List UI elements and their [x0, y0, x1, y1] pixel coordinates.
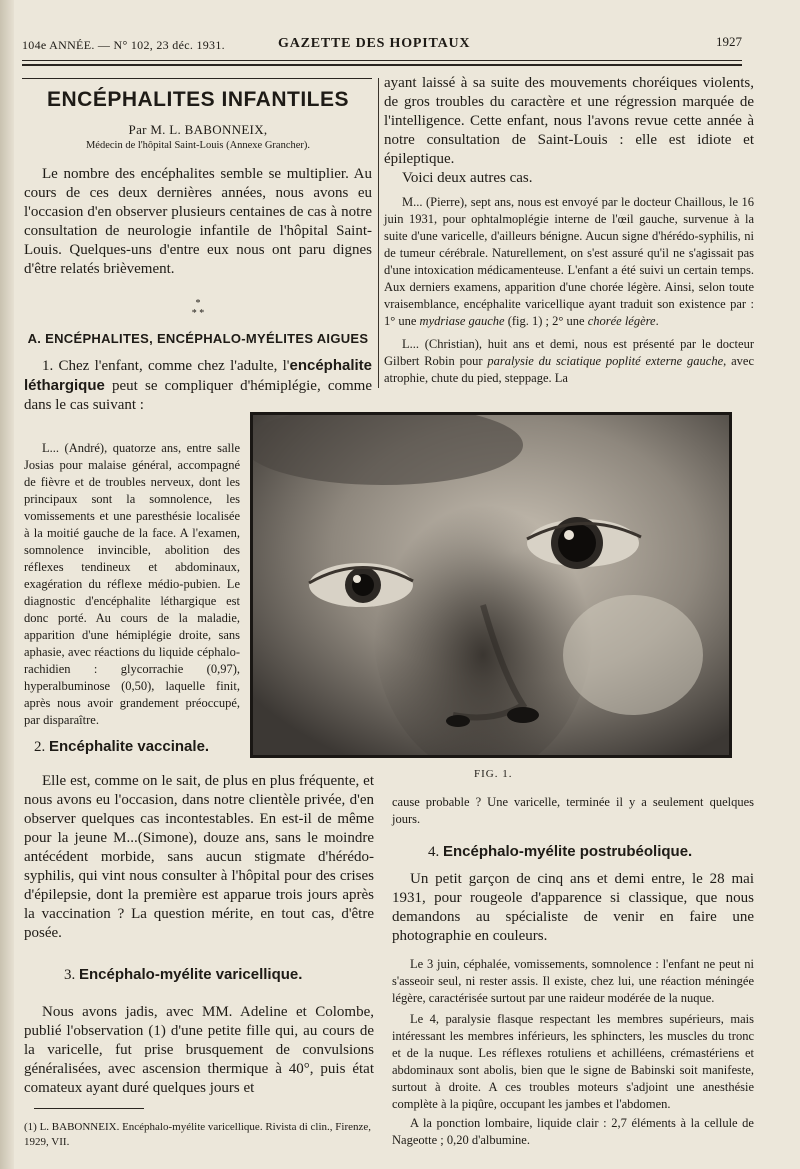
child-face-image [253, 415, 729, 755]
author-affiliation: Médecin de l'hôpital Saint-Louis (Annexe Grancher). [85, 140, 311, 151]
column-divider [378, 78, 379, 388]
page-spine-shadow [0, 0, 14, 1169]
subsection-4-heading [392, 842, 754, 862]
figure-1-caption: FIG. 1. [474, 768, 513, 780]
title-rule [22, 78, 372, 79]
case-christian [384, 336, 754, 387]
paragraph-5: Le 3 juin, céphalée, vomissements, somnolence : l'enfant ne peut ni s'asseoir seul, ni rester assis. Il existe, chez lui, une réaction méningée légère, caractérisée surtout par une raideur modérée de la nuque. [392, 957, 754, 1005]
right-two-cases: Voici deux autres cas. [402, 170, 533, 186]
case-pierre-text-b: (fig. 1) ; 2° une [504, 314, 588, 328]
lower-right-column [392, 794, 754, 1149]
subsection-2-number: 2. [34, 739, 46, 755]
paragraph-4: Un petit garçon de cinq ans et demi entre, le 28 mai 1931, pour rougeole d'apparence si classique, que nous demandons au spécialiste de venir en faire une photographie en couleurs. [392, 871, 754, 944]
right-column [384, 74, 754, 387]
paragraph-1-number: 1. [42, 358, 54, 374]
footnote-1: (1) L. BABONNEIX. Encéphalo-myélite varicellique. Rivista di clin., Firenze, 1929, VII. [24, 1121, 372, 1148]
case-christian-text-b: , avec atrophie, chute du pied, steppage. La [384, 354, 754, 385]
case-andre-column [24, 440, 240, 757]
subsection-3-heading [24, 965, 374, 985]
paragraph-1 [24, 356, 372, 415]
section-a-heading: A. ENCÉPHALITES, ENCÉPHALO-MYÉLITES AIGUES [27, 331, 369, 346]
paragraph-6: Le 4, paralysie flasque respectant les membres supérieurs, mais intéressant les membres inférieurs, les sphincters, les muscles du tronc et de la nuque. Les réflexes rotuliens et achilléens, crémastériens et abdominaux sont abolis, bien que le signe de Babinski soit manifeste, surtout à droite. A ces troubles moteurs s'adjoint une anesthésie complète à la piqûre, occupant les jambes et l'abdomen. [392, 1012, 754, 1111]
case-christian-text-a: L... (Christian), huit ans et demi, nous est présenté par le docteur Gilbert Robin pour [384, 337, 754, 368]
separator-star: * [195, 298, 201, 309]
left-column [24, 80, 372, 415]
footnote-rule [34, 1108, 144, 1109]
case-pierre-em-1: mydriase gauche [419, 314, 505, 328]
case-pierre-em-2: chorée légère [587, 314, 656, 328]
case-christian-em: paralysie du sciatique poplité externe gauche [487, 354, 724, 368]
header-rule-top [22, 60, 742, 61]
separator-stars: * * [191, 308, 205, 319]
subsection-4-number: 4. [428, 844, 440, 860]
subsection-3-title: Encéphalo-myélite varicellique. [79, 966, 303, 983]
article-title: ENCÉPHALITES INFANTILES [46, 88, 350, 111]
paragraph-2: Elle est, comme on le sait, de plus en plus fréquente, et nous avons eu l'occasion, dans notre clientèle privée, d'en observer quelques cas incontestables. En est-il de même pour la jeune M...(Simone), douze ans, sans le moindre antécédent morbide, sans aucun stigmate d'hérédo-syphilis, qui vint nous consulter à l'hôpital pour des crises d'épilepsie, dont la première est apparue trois jours après la vaccination ? La question mérite, en tout cas, d'être posée. [24, 773, 374, 941]
subsection-2-title: Encéphalite vaccinale. [49, 738, 210, 755]
case-pierre-text-a: M... (Pierre), sept ans, nous est envoyé par le docteur Chaillous, le 16 juin 1931, pour ophtalmoplégie interne de l'œil gauche, survenue à la suite d'une varicelle, d'ailleurs bénigne. Aucun signe d'hérédo-syphilis, ni de tumeur cérébrale. Naturellement, on s'est assuré qu'il ne s'agissait pas d'une intoxication médicamenteuse. L'enfant a été suivi un certain temps. Aux derniers examens, apparition d'une chorée légère. Ainsi, selon toute vraisemblance, encéphalite varicellique ayant traduit son existence par : 1° une [384, 195, 754, 328]
author-byline: Par M. L. BABONNEIX, [128, 122, 268, 137]
paragraph-3: Nous avons jadis, avec MM. Adeline et Colombe, publié l'observation (1) d'une petite fille qui, au cours de la varicelle, fut prise brusquement de convulsions généralisées, avec ascension thermique à 40°, puis état comateux ayant duré quelques jours et [24, 1004, 374, 1096]
right-eye-icon [309, 563, 413, 607]
subsection-3-number: 3. [64, 967, 76, 983]
subsection-2-heading [24, 737, 240, 757]
subsection-4-title: Encéphalo-myélite postrubéolique. [443, 843, 693, 860]
paragraph-7: A la ponction lombaire, liquide clair : 2,7 éléments à la cellule de Nageotte ; 0,20 d'albumine. [392, 1116, 754, 1147]
paragraph-1-bold-term: encéphalite léthargique [24, 357, 373, 394]
case-pierre [384, 194, 754, 330]
case-pierre-text-c: . [655, 314, 659, 328]
case-andre: L... (André), quatorze ans, entre salle Josias pour malaise général, accompagné de fièvre et de troubles nerveux, dont les principaux sont la somnolence, les vomissements et une paresthésie localisée à la moitié gauche de la face. A l'examen, somnolence invincible, abolition des réflexes tendineux et abdominaux, exagération du réflexe médio-pubien. Le diagnostic d'encéphalite léthargique est donc porté. Au cours de la maladie, apparition d'une hémiplégie droite, sans aphasie, avec réactions du liquide céphalo-rachidien : glycorrachie (0,97), hyperalbuminose (0,50), laquelle finit, après nous avoir grandement préoccupé, par disparaître. [24, 441, 240, 727]
right-continuation: ayant laissé à sa suite des mouvements choréiques violents, de gros troubles du caractère et une régression marquée de l'intelligence. Cette enfant, nous l'avons revue cette année à notre consultation de Saint-Louis : elle est idiote et épileptique. [384, 75, 754, 167]
header-rule-bottom [22, 64, 742, 66]
lower-left-column [24, 772, 374, 1161]
right-lower-start: cause probable ? Une varicelle, terminée il y a seulement quelques jours. [392, 795, 754, 826]
figure-1-photograph [250, 412, 732, 758]
issue-info: 104e ANNÉE. — N° 102, 23 déc. 1931. [22, 38, 225, 52]
running-header [22, 34, 742, 54]
journal-name: GAZETTE DES HOPITAUX [278, 36, 471, 51]
paragraph-1-lead: Chez l'enfant, comme chez l'adulte, l' [58, 358, 290, 374]
page-number: 1927 [716, 34, 742, 49]
paragraph-1-rest: peut se compliquer d'hémiplégie, comme dans le cas suivant : [24, 378, 372, 413]
intro-paragraph: Le nombre des encéphalites semble se multiplier. Au cours de ces deux dernières années, nous avons eu l'occasion d'en observer plusieurs centaines de cas à notre consultation de neurologie infantile de l'hôpital Saint-Louis. Quelques-uns d'entre eux nous ont paru dignes d'être relatés brièvement. [24, 166, 372, 277]
